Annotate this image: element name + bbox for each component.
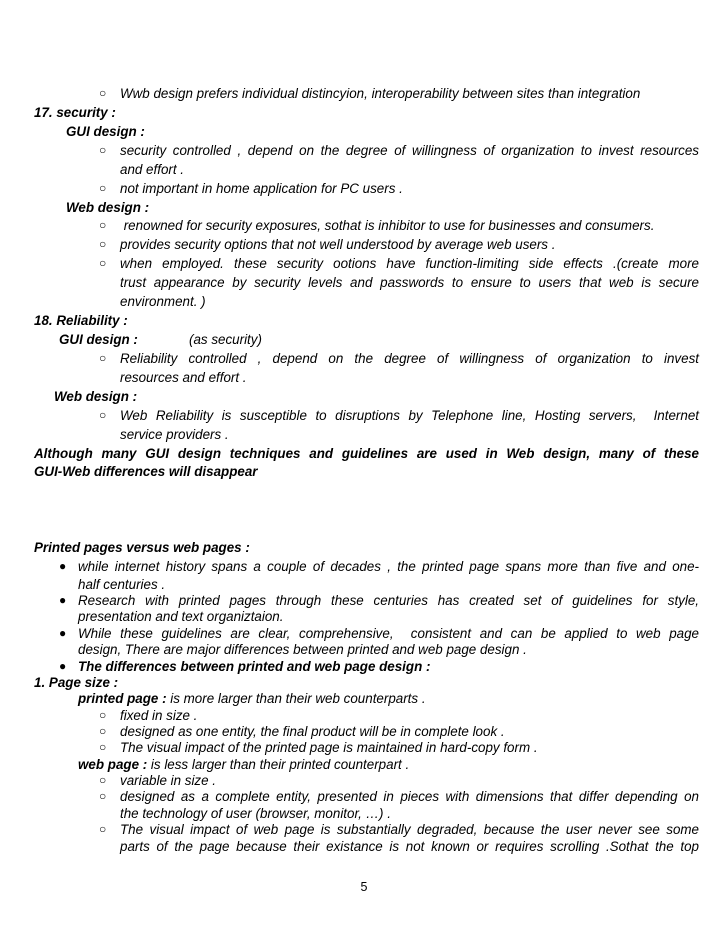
list-item-line: Web Reliability is susceptible to disruptions by Telephone line, Hosting servers, Internet	[120, 408, 699, 423]
list-item-line: presentation and text organiztaion.	[78, 609, 284, 624]
subsection-label: printed page :	[78, 691, 167, 706]
list-item-line: and effort .	[120, 162, 185, 177]
circle-bullet-icon: ○	[99, 789, 107, 803]
section-heading: 1. Page size :	[34, 675, 119, 690]
list-item-line: designed as a complete entity, presented in pieces with dimensions that differ depending on	[120, 789, 699, 804]
subsection-label: Web design :	[66, 200, 150, 215]
list-item-line: trust appearance by security levels and passwords to ensure to users that web is secure	[120, 275, 699, 290]
list-item-line: environment. )	[120, 294, 206, 309]
list-item: Wwb design prefers individual distincyion, interoperability between sites than integration	[120, 86, 641, 101]
list-item-line: half centuries .	[78, 577, 166, 592]
circle-bullet-icon: ○	[99, 256, 107, 270]
list-item-line: security controlled , depend on the degree of willingness of organization to invest resources	[120, 143, 699, 158]
subsection-label: web page :	[78, 757, 148, 772]
circle-bullet-icon: ○	[99, 218, 107, 232]
disc-bullet-icon: ●	[59, 593, 67, 607]
list-item-line: The visual impact of web page is substantially degraded, because the user never see some	[120, 822, 699, 837]
list-item-line: While these guidelines are clear, comprehensive, consistent and can be applied to web page	[78, 626, 699, 641]
section-heading: 18. Reliability :	[34, 313, 128, 328]
circle-bullet-icon: ○	[99, 86, 107, 100]
conclusion-line: Although many GUI design techniques and guidelines are used in Web design, many of these	[34, 446, 699, 461]
list-item: not important in home application for PC users .	[120, 181, 403, 196]
subsection-text: is more larger than their web counterparts .	[166, 691, 426, 706]
list-item-line: parts of the page because their existance is not known or requires scrolling .Sothat the top	[120, 839, 699, 854]
subsection-text: is less larger than their printed counterpart .	[147, 757, 410, 772]
circle-bullet-icon: ○	[99, 708, 107, 722]
list-item-line: when employed. these security ootions have function-limiting side effects .(create more	[120, 256, 699, 271]
list-item: The visual impact of the printed page is maintained in hard-copy form .	[120, 740, 538, 755]
circle-bullet-icon: ○	[99, 408, 107, 422]
list-item-line: Research with printed pages through these centuries has created set of guidelines for style,	[78, 593, 699, 608]
list-item: renowned for security exposures, sothat is inhibitor to use for businesses and consumers.	[120, 218, 655, 233]
circle-bullet-icon: ○	[99, 237, 107, 251]
subsection-note: (as security)	[189, 332, 262, 347]
list-item-line: resources and effort .	[120, 370, 247, 385]
section-heading: 17. security :	[34, 105, 116, 120]
section-heading: Printed pages versus web pages :	[34, 540, 250, 555]
disc-bullet-icon: ●	[59, 559, 67, 573]
list-item-line: service providers .	[120, 427, 229, 442]
list-item: designed as one entity, the final product will be in complete look .	[120, 724, 505, 739]
circle-bullet-icon: ○	[99, 351, 107, 365]
list-item-line: the technology of user (browser, monitor, …) .	[120, 806, 391, 821]
conclusion-line: GUI-Web differences will disappear	[34, 464, 258, 479]
list-item: provides security options that not well understood by average web users .	[120, 237, 556, 252]
circle-bullet-icon: ○	[99, 773, 107, 787]
list-item-line: while internet history spans a couple of decades , the printed page spans more than five and one-	[78, 559, 699, 574]
subsection-label: Web design :	[54, 389, 138, 404]
page-number: 5	[360, 880, 368, 894]
disc-bullet-icon: ●	[59, 659, 67, 673]
disc-bullet-icon: ●	[59, 626, 67, 640]
list-item: variable in size .	[120, 773, 217, 788]
subsection-label: GUI design :	[59, 332, 138, 347]
circle-bullet-icon: ○	[99, 740, 107, 754]
circle-bullet-icon: ○	[99, 181, 107, 195]
circle-bullet-icon: ○	[99, 724, 107, 738]
circle-bullet-icon: ○	[99, 822, 107, 836]
circle-bullet-icon: ○	[99, 143, 107, 157]
list-item-line: Reliability controlled , depend on the degree of willingness of organization to invest	[120, 351, 699, 366]
list-item-line: design, There are major differences between printed and web page design .	[78, 642, 527, 657]
list-item: fixed in size .	[120, 708, 198, 723]
list-item: The differences between printed and web page design :	[78, 659, 431, 674]
subsection-label: GUI design :	[66, 124, 145, 139]
